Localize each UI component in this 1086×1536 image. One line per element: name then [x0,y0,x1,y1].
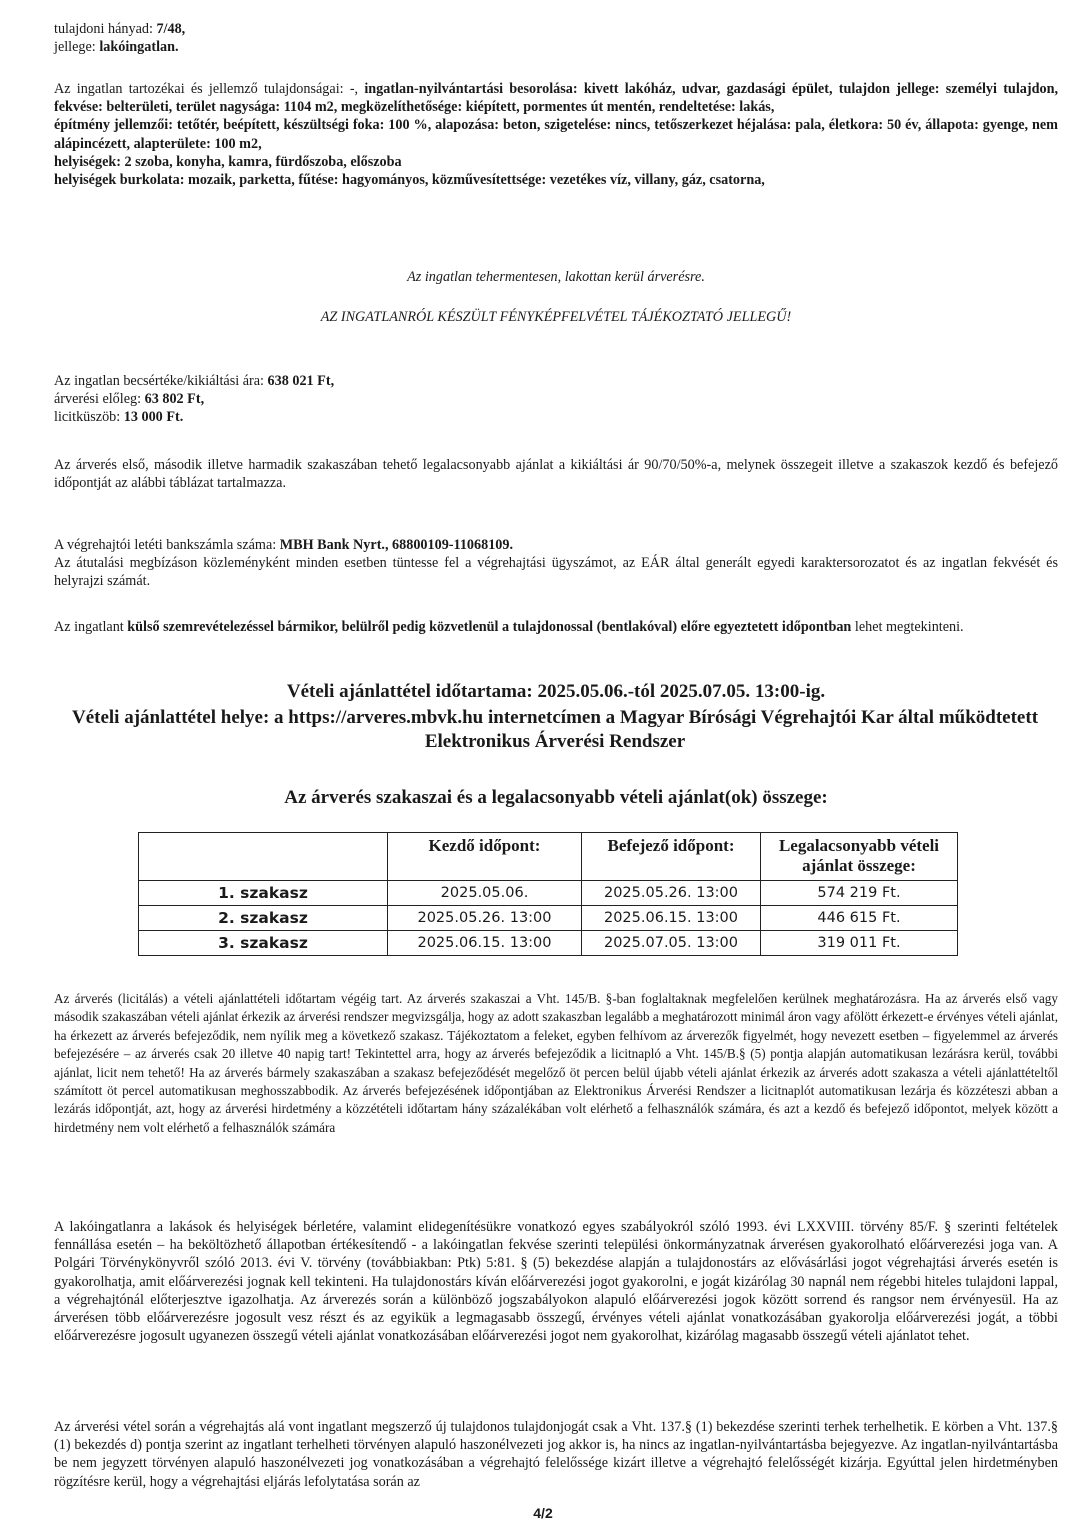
step-label: licitküszöb: [54,409,121,426]
auction-rules-paragraph: Az árverés (licitálás) a vételi ajánlattételi időtartam végéig tart. Az árverés szakaszai a Vht. 145/B. §-ban foglaltaknak megfelelően kerülnek meghatározásra. Ha az árverés első vagy második szakaszában vételi ajánlat érkezik az árverési rendszer megvizsgálja, hogy az adott szakaszban legalább a meghatározott minimál áron vagy afölött érkezett-e érvényes vételi ajánlat, ha érkezett az árverés befejeződik, nem nyílik meg a következő szakasz. Tájékoztatom a feleket, egyben felhívom az árverezők figyelmét, hogy nevezett esetben – figyelemmel az árverés befejezésére – az árverés csak 20 illetve 40 napig tart! Tekintettel arra, hogy az árverés befejeződik a licitnapló a Vht. 145/B.§ (5) pontja alapján automatikusan lezárásra kerül, további ajánlat, licit nem tehető! Ha az árverés bármely szakaszában a szakasz befejeződését megelőző öt percen belül újabb vételi ajánlat érkezik az árverés adott szakasza a vételi ajánlattételtől számított öt percel automatikusan meghosszabbodik. Az árverés befejezésének időpontjában az Elektronikus Árverési Rendszer a licitnaplót automatikusan lezárja és közzéteszi abban a lezárás időpontját, azt, hogy az árverési hirdetmény a közzétételi időtartam hány százalékában volt elérhető a felhasználók számára, és azt a kezdő és befejező időpontot, melyek között a hirdetmény nem volt elérhető a felhasználók számára [54,991,1058,1135]
estimate-value: 638 021 Ft, [267,373,335,389]
features-main: ingatlan-nyilvántartási besorolása: kivett lakóház, udvar, gazdasági épület, tulajdon jellege: személyi tulajdon, fekvése: belterületi, terület nagysága: 1104 m2, megközelíthetősége: kiépített, pormentes út mentén, rendeltetése: lakás, [54,81,1059,116]
stage-min-bid: 319 011 Ft. [761,931,958,956]
prices-block [54,372,1058,427]
bank-account: MBH Bank Nyrt., 68800109-11068109. [279,537,514,553]
viewing-bold: külső szemrevételezéssel bármikor, belülről pedig közvetlenül a tulajdonossal (bentlakóval) előre egyeztetett időpontban [127,619,852,635]
character-label: jellege: [54,39,96,56]
table-header-blank [139,833,388,881]
stage-end: 2025.06.15. 13:00 [582,906,761,931]
stage-end: 2025.05.26. 13:00 [582,881,761,906]
share-value: 7/48, [156,21,186,37]
table-row [139,881,958,906]
offer-place-heading: Vételi ajánlattétel helye: a https://arveres.mbvk.hu internetcímen a Magyar Bírósági Végrehajtói Kar által működtetett Elektronikus Árverési Rendszer [71,707,1039,752]
stage-end: 2025.07.05. 13:00 [582,931,761,956]
features-building: építmény jellemzői: tetőtér, beépített, készültségi foka: 100 %, alapozása: beton, szigetelése: nincs, tetőszerkezet héjalása: pala, életkora: 50 év, állapota: gyenge, nem alápincézett, alapterülete: 100 m2, [54,117,1058,152]
photo-note: AZ INGATLANRÓL KÉSZÜLT FÉNYKÉPFELVÉTEL TÁJÉKOZTATÓ JELLEGŰ! [320,309,792,325]
preemption-paragraph: A lakóingatlanra a lakások és helyiségek bérletére, valamint elidegenítésükre vonatkozó egyes szabályokról szóló 1993. évi LXXVIII. törvény 85/F. § szerinti feltételek fennállása esetén – ha beköltözhető állapotban értékesítendő - a lakóingatlan fekvése szerinti települési önkormányzatnak árverésen gyakorolható előárverezési joga van. A Polgári Törvénykönyvről szóló 2013. évi V. törvény (továbbiakban: Ptk) 5:81. § (5) bekezdése alapján a tulajdonostárs az elővásárlási jogot végrehajtási árverés esetén is gyakorolhatja, amit előárverezési jognak kell tekinteni. Ha tulajdonostárs kíván előárverezési jogot gyakorolni, e jogát kizárólag 30 napnál nem régebbi hiteles tulajdoni lappal, a végrehajtónál előterjesztve igazolhatja. Az árverezés során a különböző jogszabályokon alapuló előárverezési jogok között sorrend és rangsor nem érvényesül. Ha az árverésen több előárverezésre jogosult vesz részt és az egyikük a legmagasabb összegű, érvényes vételi ajánlat vonatkozásában gyakorolja előárverezési jogát, a többi előárverezésre jogosult ugyanezen összegű vételi ajánlat vonatkozásában előárverezési jogot nem gyakorolhat, kizárólag magasabb összegű vételi ajánlatot tehet. [54,1219,1058,1345]
features-intro: Az ingatlan tartozékai és jellemző tulajdonságai: -, [54,81,359,97]
viewing-block [54,618,1058,636]
bank-label: A végrehajtói letéti bankszámla száma: [54,537,277,553]
offer-period-heading: Vételi ajánlattétel időtartama: 2025.05.06.-tól 2025.07.05. 13:00-ig. [286,681,826,702]
stages-title: Az árverés szakaszai és a legalacsonyabb vételi ajánlat(ok) összege: [284,787,828,808]
features-block [54,80,1058,189]
table-row [139,931,958,956]
table-header-end: Befejező időpont: [582,833,761,881]
stages-table [138,832,958,956]
features-rooms: helyiségek: 2 szoba, konyha, kamra, fürdőszoba, előszoba [54,153,402,170]
table-header-row [139,833,958,881]
page-number: 4/2 [533,1505,553,1521]
table-row [139,906,958,931]
bid-rule: Az árverés első, második illetve harmadik szakaszában tehető legalacsonyabb ajánlat a kikiáltási ár 90/70/50%-a, melynek összegeit illetve a szakaszok kezdő és befejező időpontját az alábbi táblázat tartalmazza. [54,457,1058,492]
viewing-pre: Az ingatlant [54,619,124,635]
bank-note: Az átutalási megbízáson közleményként minden esetben tüntesse fel a végrehajtási ügyszámot, az EÁR által generált egyedi karaktersorozatot és az ingatlan fekvését és helyrajzi számát. [54,555,1058,590]
deposit-label: árverési előleg: [54,391,142,408]
estimate-label: Az ingatlan becsértéke/kikiáltási ára: [54,373,264,389]
stage-start: 2025.06.15. 13:00 [388,931,582,956]
stage-min-bid: 574 219 Ft. [761,881,958,906]
features-finish: helyiségek burkolata: mozaik, parketta, fűtése: hagyományos, közművesítettsége: vezetékes víz, villany, gáz, csatorna, [54,172,765,189]
stage-name: 2. szakasz [139,906,388,931]
stage-name: 1. szakasz [139,881,388,906]
stage-start: 2025.05.26. 13:00 [388,906,582,931]
character-value: lakóingatlan. [99,39,179,56]
viewing-post: lehet megtekinteni. [854,619,964,635]
table-header-start: Kezdő időpont: [388,833,582,881]
bank-block [54,536,1058,591]
auction-note: Az ingatlan tehermentesen, lakottan kerül árverésre. [407,269,705,285]
stage-name: 3. szakasz [139,931,388,956]
encumbrance-paragraph: Az árverési vétel során a végrehajtás alá vont ingatlant megszerző új tulajdonos tulajdonjogát csak a Vht. 137.§ (1) bekezdése szerinti terhek terhelhetik. E körben a Vht. 137.§ (1) bekezdés d) pontja szerint az ingatlant terhelheti törvényen alapuló haszonélvezeti jog akkor is, ha nincs az ingatlan-nyilvántartásba bejegyezve. Az ingatlan-nyilvántartásba be nem jegyzett törvényen alapuló haszonélvezeti jog vonatkozásában a végrehajtó felelőssége kizárt illetve a végrehajtó felelősségét kizárja. Egyúttal jelen hirdetményben rögzítésre kerül, hogy a végrehajtási eljárás lefolytatása során az [54,1419,1058,1490]
step-value: 13 000 Ft. [123,409,184,426]
stage-min-bid: 446 615 Ft. [761,906,958,931]
deposit-value: 63 802 Ft, [144,391,205,408]
stage-start: 2025.05.06. [388,881,582,906]
table-header-min-bid: Legalacsonyabb vételi ajánlat összege: [761,833,958,881]
share-label: tulajdoni hányad: [54,21,153,37]
share-block [54,20,1058,56]
